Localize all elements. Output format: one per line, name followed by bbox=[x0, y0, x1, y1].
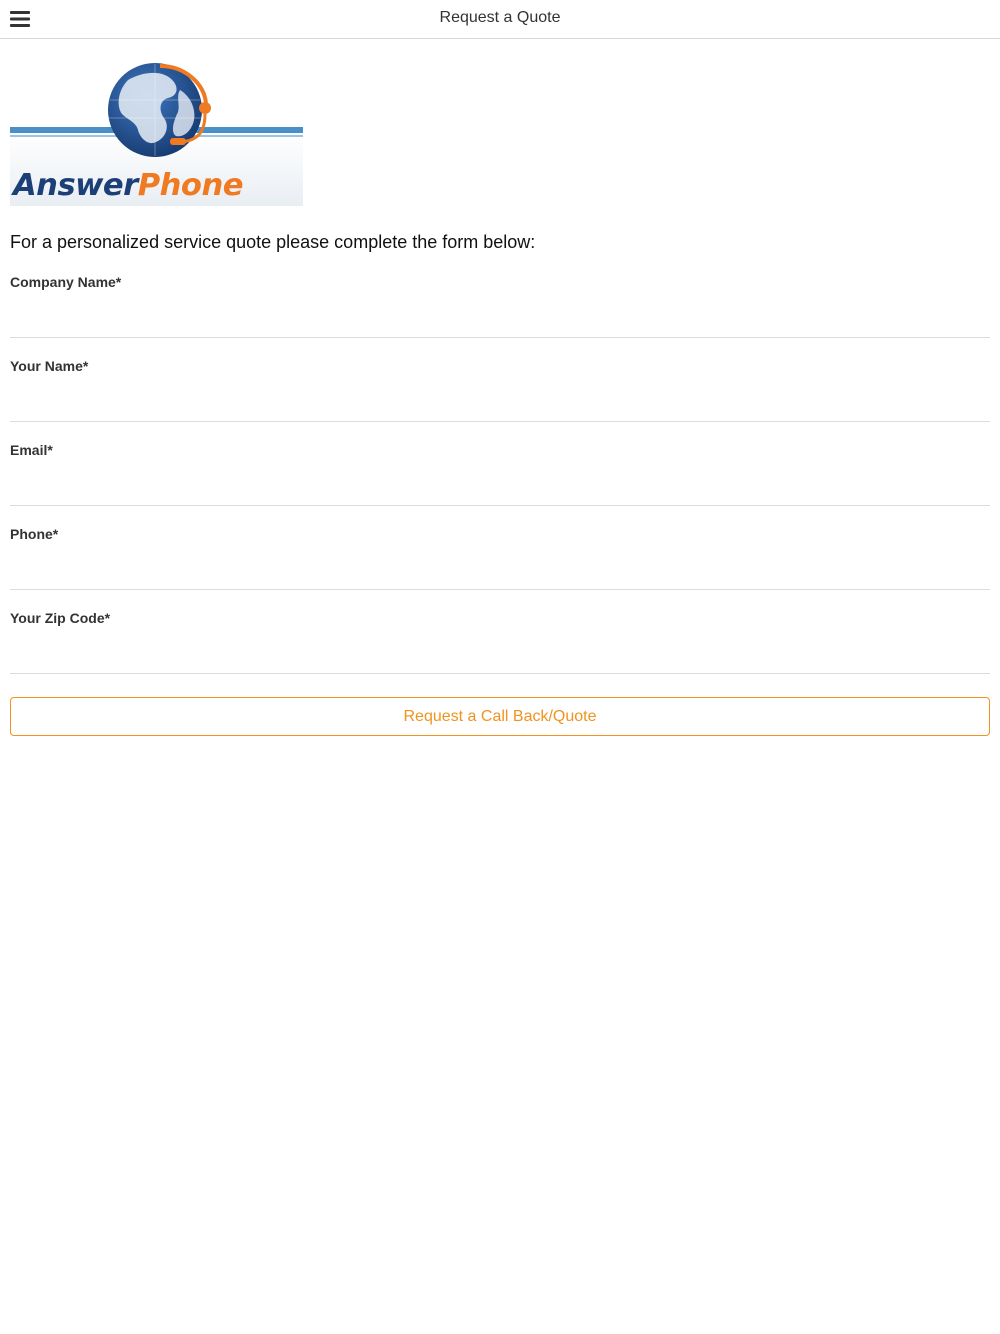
company-name-input[interactable] bbox=[10, 298, 990, 334]
your-name-label: Your Name* bbox=[10, 358, 89, 374]
logo-word-phone: Phone bbox=[137, 168, 243, 203]
logo-word-answer: Answer bbox=[13, 168, 138, 203]
phone-field bbox=[10, 526, 990, 590]
answerphone-logo bbox=[10, 60, 303, 206]
zip-code-field bbox=[10, 610, 990, 674]
company-name-field bbox=[10, 274, 990, 338]
email-field bbox=[10, 442, 990, 506]
form-intro: For a personalized service quote please complete the form below: bbox=[10, 232, 536, 252]
logo-wordmark bbox=[13, 168, 243, 203]
email-input[interactable] bbox=[10, 466, 990, 502]
top-bar bbox=[0, 0, 1000, 39]
phone-input[interactable] bbox=[10, 550, 990, 586]
zip-code-label: Your Zip Code* bbox=[10, 610, 111, 626]
email-label: Email* bbox=[10, 442, 53, 458]
request-call-back-button[interactable]: Request a Call Back/Quote bbox=[10, 697, 990, 736]
zip-code-input[interactable] bbox=[10, 634, 990, 670]
company-name-label: Company Name* bbox=[10, 274, 122, 290]
your-name-input[interactable] bbox=[10, 382, 990, 418]
page-title: Request a Quote bbox=[439, 9, 561, 26]
your-name-field bbox=[10, 358, 990, 422]
phone-label: Phone* bbox=[10, 526, 59, 542]
